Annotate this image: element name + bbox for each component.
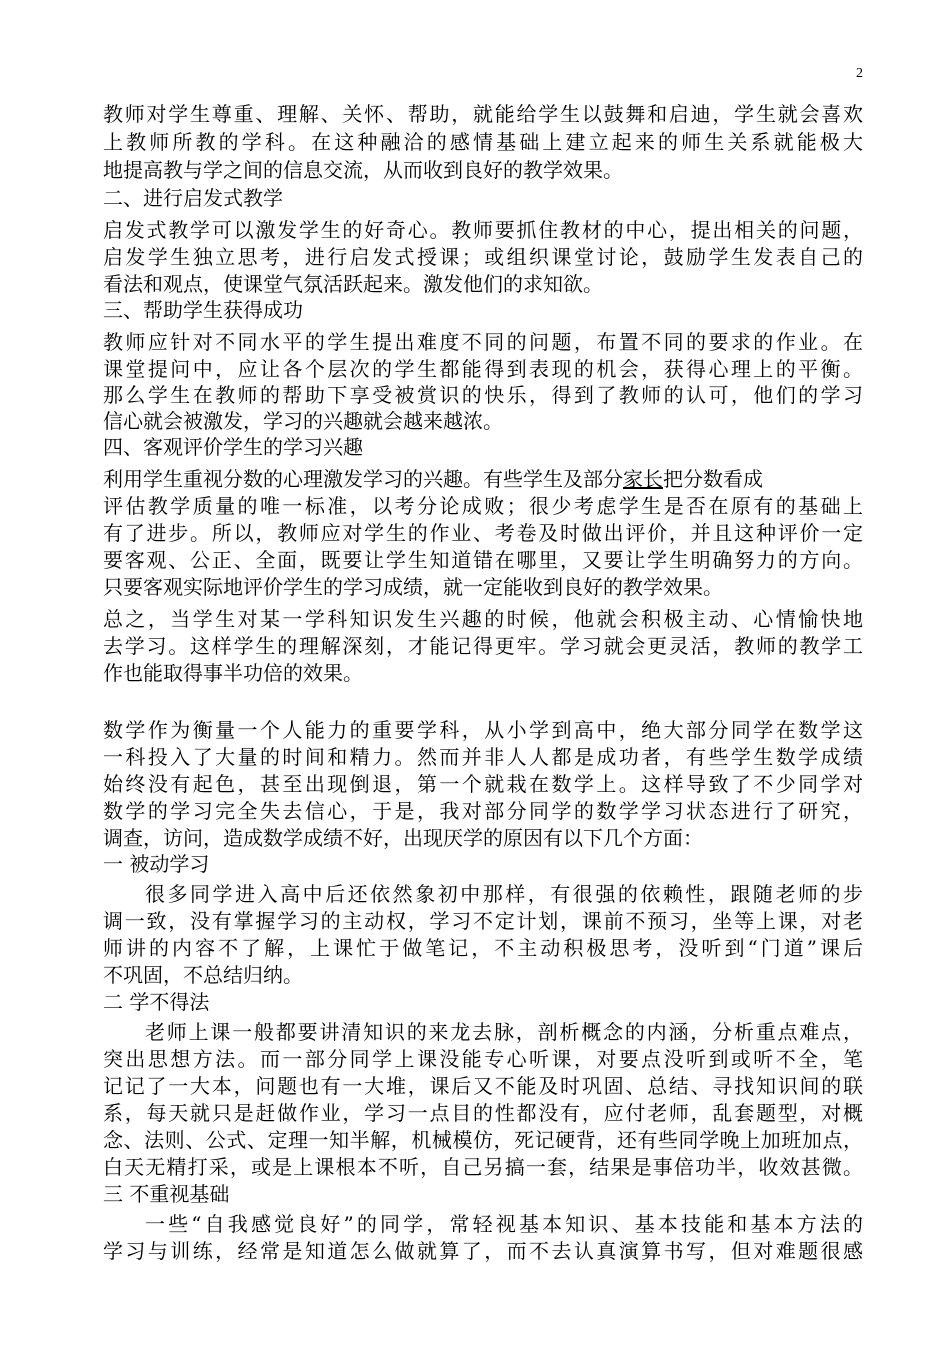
text-line: 一些“自我感觉良好”的同学，常轻视基本知识、基本技能和基本方法的 [145, 1212, 863, 1236]
text-line: 数学作为衡量一个人能力的重要学科，从小学到高中，绝大部分同学在数学这 [103, 718, 863, 742]
text-line: 上教师所教的学科。在这种融洽的感情基础上建立起来的师生关系就能极大 [103, 130, 863, 154]
text-line: 系，每天就只是赶做作业，学习一点目的性都没有，应付老师，乱套题型，对概 [103, 1101, 863, 1125]
text-segment: 利用学生重视分数的心理激发学习的兴趣。有些学生及部分 [103, 467, 623, 491]
text-line: 要客观、公正、全面，既要让学生知道错在哪里，又要让学生明确努力的方向。 [103, 548, 863, 572]
text-line: 不巩固，不总结归纳。 [103, 963, 303, 987]
section-heading: 二 学不得法 [103, 990, 210, 1014]
text-line: 有了进步。所以，教师应对学生的作业、考卷及时做出评价，并且这种评价一定 [103, 521, 863, 545]
text-line: 评估教学质量的唯一标准，以考分论成败；很少考虑学生是否在原有的基础上 [103, 494, 863, 518]
text-line: 教师应针对不同水平的学生提出难度不同的问题，布置不同的要求的作业。在 [103, 330, 863, 354]
page-number: 2 [856, 66, 863, 81]
text-line: 白天无精打采，或是上课根本不听，自己另搞一套，结果是事倍功半，收效甚微。 [103, 1155, 863, 1179]
text-line: 只要客观实际地评价学生的学习成绩，就一定能收到良好的教学效果。 [103, 575, 723, 599]
text-line: 念、法则、公式、定理一知半解，机械模仿，死记硬背，还有些同学晚上加班加点， [103, 1128, 863, 1152]
text-line: 看法和观点，使课堂气氛活跃起来。激发他们的求知欲。 [103, 272, 603, 296]
text-line: 调查，访问，造成数学成绩不好，出现厌学的原因有以下几个方面： [103, 826, 703, 850]
text-line: 信心就会被激发，学习的兴趣就会越来越浓。 [103, 409, 503, 433]
underlined-link[interactable]: 家长 [623, 467, 663, 491]
section-heading: 二、进行启发式教学 [103, 186, 283, 210]
text-line [103, 466, 863, 492]
text-line: 很多同学进入高中后还依然象初中那样，有很强的依赖性，跟随老师的步 [145, 882, 863, 906]
section-heading: 四、客观评价学生的学习兴趣 [103, 435, 363, 459]
text-line: 启发式教学可以激发学生的好奇心。教师要抓住教材的中心，提出相关的问题， [103, 218, 863, 242]
text-line: 去学习。这样学生的理解深刻，才能记得更牢。学习就会更灵活，教师的教学工 [103, 634, 863, 658]
text-line: 数学的学习完全失去信心，于是，我对部分同学的数学学习状态进行了研究， [103, 799, 863, 823]
section-heading: 三 不重视基础 [103, 1182, 230, 1206]
text-line: 作也能取得事半功倍的效果。 [103, 661, 363, 685]
text-line: 记记了一大本，问题也有一大堆，课后又不能及时巩固、总结、寻找知识间的联 [103, 1074, 863, 1098]
text-line: 那么学生在教师的帮助下享受被赏识的快乐，得到了教师的认可，他们的学习 [103, 383, 863, 407]
section-heading: 一 被动学习 [103, 852, 210, 876]
text-line: 一科投入了大量的时间和精力。然而并非人人都是成功者，有些学生数学成绩 [103, 745, 863, 769]
text-line: 师讲的内容不了解，上课忙于做笔记，不主动积极思考，没听到“门道”课后 [103, 936, 863, 960]
text-line: 地提高教与学之间的信息交流，从而收到良好的教学效果。 [103, 158, 623, 182]
text-line: 教师对学生尊重、理解、关怀、帮助，就能给学生以鼓舞和启迪，学生就会喜欢 [103, 102, 863, 126]
text-line: 学习与训练，经常是知道怎么做就算了，而不去认真演算书写，但对难题很感 [103, 1239, 863, 1263]
text-line: 突出思想方法。而一部分同学上课没能专心听课，对要点没听到或听不全，笔 [103, 1047, 863, 1071]
text-line: 始终没有起色，甚至出现倒退，第一个就栽在数学上。这样导致了不少同学对 [103, 772, 863, 796]
section-heading: 三、帮助学生获得成功 [103, 298, 303, 322]
text-segment: 把分数看成 [663, 467, 763, 491]
text-line: 老师上课一般都要讲清知识的来龙去脉，剖析概念的内涵，分析重点难点， [145, 1020, 863, 1044]
text-line: 总之，当学生对某一学科知识发生兴趣的时候，他就会积极主动、心情愉快地 [103, 607, 863, 631]
text-line: 课堂提问中，应让各个层次的学生都能得到表现的机会，获得心理上的平衡。 [103, 357, 863, 381]
text-line: 启发学生独立思考，进行启发式授课；或组织课堂讨论，鼓励学生发表自己的 [103, 245, 863, 269]
text-line: 调一致，没有掌握学习的主动权，学习不定计划，课前不预习，坐等上课，对老 [103, 909, 863, 933]
